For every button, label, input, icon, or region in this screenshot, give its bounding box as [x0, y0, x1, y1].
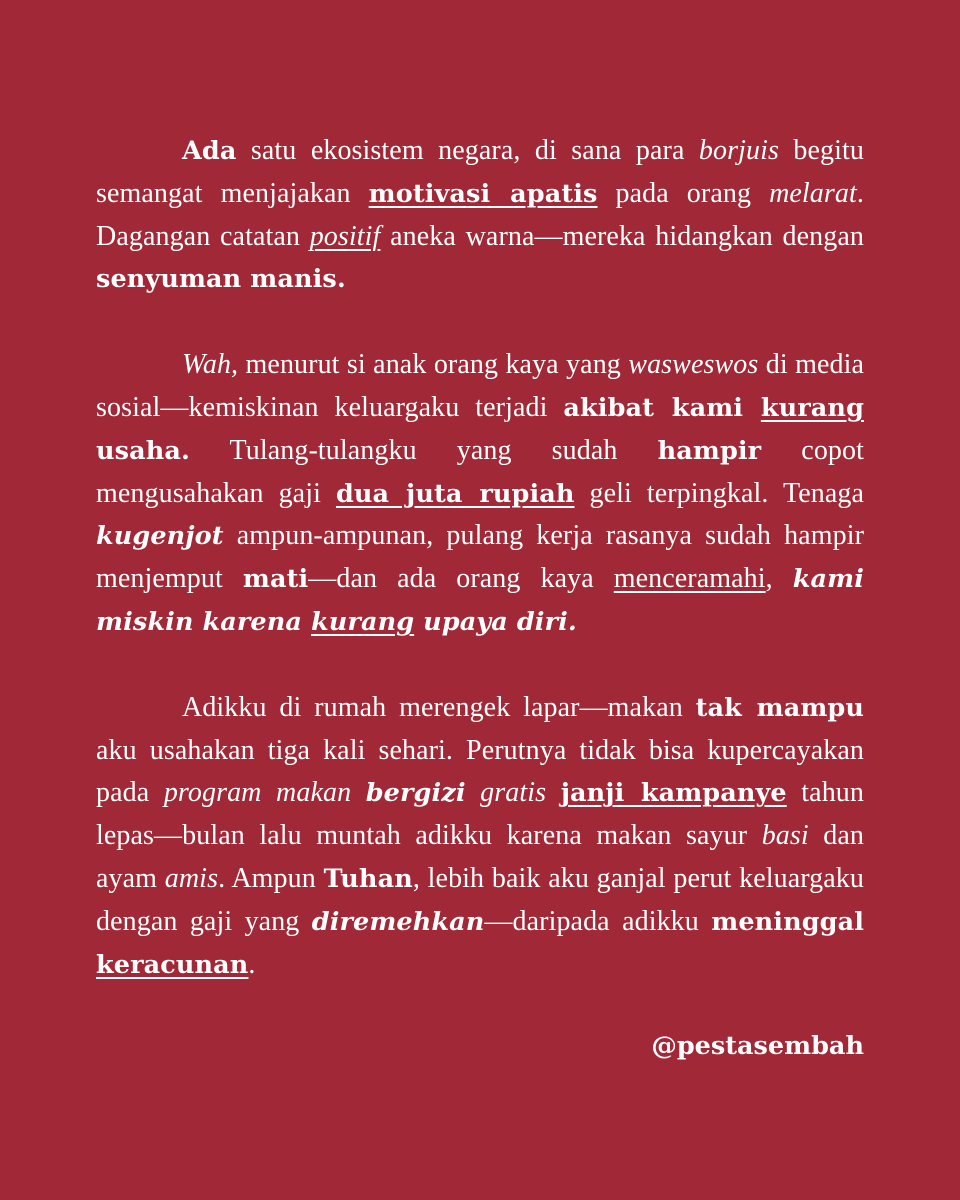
body-text: , lebih baik aku ganjal perut keluargaku dengan gaji yang	[96, 862, 864, 937]
bold-italic-underlined-text: kurang	[311, 606, 415, 637]
body-text	[546, 777, 561, 808]
bold-underlined-text: keracunan	[96, 949, 249, 980]
body-text: . Ampun	[218, 862, 324, 894]
bold-underlined-text: motivasi apatis	[368, 178, 598, 209]
bold-text: usaha.	[96, 435, 190, 466]
bold-text: meninggal	[711, 906, 864, 937]
italic-text: amis	[164, 862, 219, 894]
body-text: tahun lepas—bulan lalu muntah adikku karena makan sayur	[96, 777, 865, 852]
italic-text: wasweswos	[628, 349, 759, 381]
italic-underlined-text: positif	[309, 220, 381, 252]
paragraph-1	[96, 130, 864, 301]
bold-text: senyuman manis.	[96, 264, 346, 295]
bold-italic-text: kami miskin karena	[96, 564, 865, 637]
body-text: begitu semangat menjajakan	[96, 135, 865, 209]
body-text: copot mengusahakan gaji	[96, 434, 864, 509]
bold-italic-text: diremehkan	[311, 906, 485, 937]
body-text: aku usahakan tiga kali sehari. Perutnya tidak bisa kupercayakan pada	[96, 734, 864, 809]
body-text: Adikku di rumah merengek lapar—makan	[182, 691, 696, 723]
body-text: aneka warna—mereka hidangkan dengan	[380, 220, 864, 252]
body-text: Tulang-tulangku yang sudah	[189, 434, 658, 466]
bold-text: Ada	[182, 136, 237, 166]
bold-underlined-text: dua juta rupiah	[335, 478, 575, 509]
underlined-text: menceramahi	[613, 563, 766, 595]
body-text: di media sosial—kemiskinan keluargaku terjadi	[96, 349, 864, 423]
bold-italic-text: kugenjot	[96, 521, 224, 552]
body-text: menurut si anak orang kaya yang	[238, 349, 629, 381]
paragraph-2	[96, 344, 864, 644]
italic-text: program makan	[163, 777, 366, 809]
italic-text: basi	[761, 820, 809, 852]
body-text: pada orang	[597, 177, 770, 209]
author-handle: @pestasembah	[651, 1031, 864, 1061]
bold-italic-text: bergizi	[365, 778, 466, 809]
bold-text: tak mampu	[695, 692, 864, 723]
body-text: ,	[765, 563, 793, 595]
body-text: —daripada adikku	[484, 905, 712, 937]
body-text: dan ayam	[96, 820, 865, 894]
body-text: . Dagangan catatan	[96, 177, 864, 252]
italic-text: borjuis	[698, 135, 779, 166]
bold-underlined-text: kurang	[760, 392, 864, 423]
italic-text: melarat	[769, 177, 857, 209]
bold-italic-text: upaya diri.	[414, 606, 577, 637]
bold-text: hampir	[657, 435, 762, 466]
body-text: geli terpingkal. Tenaga	[574, 477, 864, 509]
body-text: ampun-ampunan, pulang kerja rasanya sudah hampir menjemput	[96, 520, 864, 595]
bold-text: mati	[242, 564, 309, 595]
italic-text: Wah,	[182, 349, 239, 381]
bold-text: akibat kami	[563, 392, 761, 423]
paragraph-3	[96, 687, 864, 987]
bold-underlined-text: janji kampanye	[560, 778, 787, 809]
italic-text: gratis	[465, 777, 547, 809]
body-text: —dan ada orang kaya	[308, 563, 614, 595]
body-text: .	[248, 948, 256, 980]
bold-text: Tuhan	[323, 863, 413, 894]
body-text: satu ekosistem negara, di sana para	[236, 135, 699, 166]
